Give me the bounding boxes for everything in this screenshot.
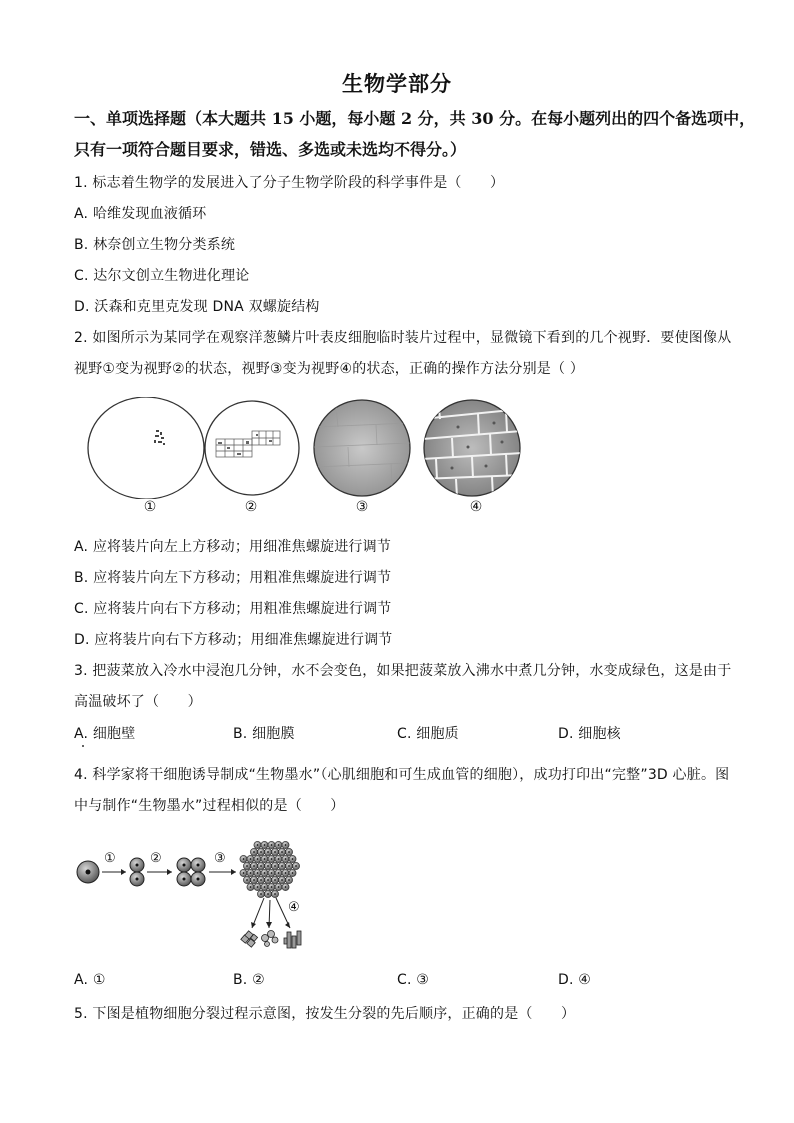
cluster-cell-nucleus <box>246 879 248 881</box>
q4-option-c: C. ③ <box>397 972 430 988</box>
q4-option-d: D. ④ <box>558 972 592 988</box>
q1-option-a: A. 哈维发现血液循环 <box>74 206 207 222</box>
cluster-cell-nucleus <box>267 851 269 853</box>
q1-option-d: D. 沃森和克里克发现 DNA 双螺旋结构 <box>74 299 320 315</box>
cluster-cell-nucleus <box>281 851 283 853</box>
section-heading-line-2: 只有一项符合题目要求，错选、多选或未选均不得分。） <box>74 140 467 159</box>
q2-option-a: A. 应将装片向左上方移动；用细准焦螺旋进行调节 <box>74 539 392 555</box>
field-2-label: ② <box>244 499 258 515</box>
field-2-circle <box>205 401 299 495</box>
q3-option-d: D. 细胞核 <box>558 726 621 742</box>
cluster-cell-nucleus <box>288 865 290 867</box>
q3-option-b: B. 细胞膜 <box>233 726 295 742</box>
q3-option-c: C. 细胞质 <box>397 726 459 742</box>
cluster-cell-nucleus <box>292 872 294 874</box>
cluster-cell-nucleus <box>281 879 283 881</box>
step-label-3: ③ <box>214 851 226 866</box>
cluster-cell-nucleus <box>285 858 287 860</box>
q1-option-c: C. 达尔文创立生物进化理论 <box>74 268 250 284</box>
q2-option-b: B. 应将装片向左下方移动；用粗准焦螺旋进行调节 <box>74 570 392 586</box>
cluster-cell-nucleus <box>264 844 266 846</box>
cluster-cell-nucleus <box>243 858 245 860</box>
differentiated-tissue-2 <box>262 931 279 947</box>
cluster-cell-nucleus <box>271 886 273 888</box>
q1-option-b: B. 林奈创立生物分类系统 <box>74 237 236 253</box>
cluster-cell-nucleus <box>278 858 280 860</box>
cluster-cell-nucleus <box>246 865 248 867</box>
q4-option-a: A. ① <box>74 972 106 988</box>
step-label-1: ① <box>104 851 116 866</box>
two-cells <box>130 858 144 886</box>
cluster-cell-nucleus <box>267 893 269 895</box>
section-heading-line-1: 一、单项选择题（本大题共 15 小题，每小题 2 分，共 30 分。在每小题列出的四个备选项中， <box>74 109 756 128</box>
cluster-cell-nucleus <box>257 872 259 874</box>
field-3-circle <box>314 400 410 496</box>
cluster-cell-nucleus <box>271 858 273 860</box>
cluster-cell-nucleus <box>267 879 269 881</box>
differentiated-tissue-3 <box>284 931 301 948</box>
step-label-4: ④ <box>288 900 300 915</box>
field-4-circle <box>422 399 522 497</box>
cluster-cell-nucleus <box>257 858 259 860</box>
cluster-cell-nucleus <box>264 858 266 860</box>
q2-stem-line-1: 2. 如图所示为某同学在观察洋葱鳞片叶表皮细胞临时装片过程中，显微镜下看到的几个视野．要使图像从 <box>74 330 732 346</box>
field-1-circle <box>88 397 204 499</box>
cluster-cell-nucleus <box>243 872 245 874</box>
q2-option-c: C. 应将装片向右下方移动；用粗准焦螺旋进行调节 <box>74 601 392 617</box>
cluster-cell-nucleus <box>274 879 276 881</box>
four-cells <box>177 858 205 886</box>
cluster-cell-nucleus <box>274 865 276 867</box>
step-label-2: ② <box>150 851 162 866</box>
cluster-cell-nucleus <box>278 844 280 846</box>
q2-stem-line-2: 视野①变为视野②的状态，视野③变为视野④的状态，正确的操作方法分别是（ ） <box>74 361 585 377</box>
cluster-cell-nucleus <box>264 886 266 888</box>
q3-options <box>0 723 794 743</box>
cluster-cell-nucleus <box>260 879 262 881</box>
cluster-cell-nucleus <box>292 858 294 860</box>
q3-stem-line-2: 高温破坏了（ ） <box>74 694 202 710</box>
cluster-cell-nucleus <box>264 872 266 874</box>
cluster-cell-nucleus <box>274 893 276 895</box>
cluster-cell-nucleus <box>285 844 287 846</box>
cell-cluster <box>240 841 300 897</box>
cluster-cell-nucleus <box>250 858 252 860</box>
cluster-cell-nucleus <box>250 872 252 874</box>
cluster-cell-nucleus <box>257 844 259 846</box>
cluster-cell-nucleus <box>278 886 280 888</box>
q3-stem-line-1: 3. 把菠菜放入冷水中浸泡几分钟，水不会变色，如果把菠菜放入沸水中煮几分钟，水变成绿色，这是由于 <box>74 663 732 679</box>
cluster-cell-nucleus <box>285 886 287 888</box>
field-1-label: ① <box>143 499 157 515</box>
q3-option-a: A. 细胞壁 <box>74 726 136 742</box>
emphasis-dot <box>82 745 84 747</box>
single-cell <box>77 861 99 883</box>
q5-stem: 5. 下图是植物细胞分裂过程示意图，按发生分裂的先后顺序，正确的是（ ） <box>74 1006 576 1022</box>
cluster-cell-nucleus <box>260 865 262 867</box>
cell-division-differentiation-figure <box>70 828 310 958</box>
differentiated-tissue-1 <box>241 931 258 947</box>
cluster-cell-nucleus <box>288 851 290 853</box>
cluster-cell-nucleus <box>253 879 255 881</box>
cluster-cell-nucleus <box>267 865 269 867</box>
q1-stem: 1. 标志着生物学的发展进入了分子生物学阶段的科学事件是（ ） <box>74 175 505 191</box>
cluster-cell-nucleus <box>281 865 283 867</box>
q2-option-d: D. 应将装片向右下方移动；用细准焦螺旋进行调节 <box>74 632 393 648</box>
cluster-cell-nucleus <box>271 844 273 846</box>
cluster-cell-nucleus <box>253 851 255 853</box>
cluster-cell-nucleus <box>271 872 273 874</box>
cluster-cell-nucleus <box>253 865 255 867</box>
field-4-label: ④ <box>469 499 483 515</box>
cluster-cell-nucleus <box>260 893 262 895</box>
cluster-cell-nucleus <box>260 851 262 853</box>
q4-option-b: B. ② <box>233 972 265 988</box>
q4-options <box>0 972 794 992</box>
cluster-cell-nucleus <box>274 851 276 853</box>
cluster-cell-nucleus <box>250 886 252 888</box>
page-title: 生物学部分 <box>342 71 452 96</box>
cluster-cell-nucleus <box>288 879 290 881</box>
microscope-fields-figure <box>86 397 526 499</box>
section-heading <box>74 103 756 165</box>
q4-stem-line-2: 中与制作“生物墨水”过程相似的是（ ） <box>74 798 345 814</box>
cluster-cell-nucleus <box>278 872 280 874</box>
cluster-cell-nucleus <box>257 886 259 888</box>
cluster-cell-nucleus <box>285 872 287 874</box>
q4-stem-line-1: 4. 科学家将干细胞诱导制成“生物墨水”（心肌细胞和可生成血管的细胞），成功打印出“完整”3D 心脏。图 <box>74 767 730 783</box>
cluster-cell-nucleus <box>295 865 297 867</box>
field-3-label: ③ <box>355 499 369 515</box>
